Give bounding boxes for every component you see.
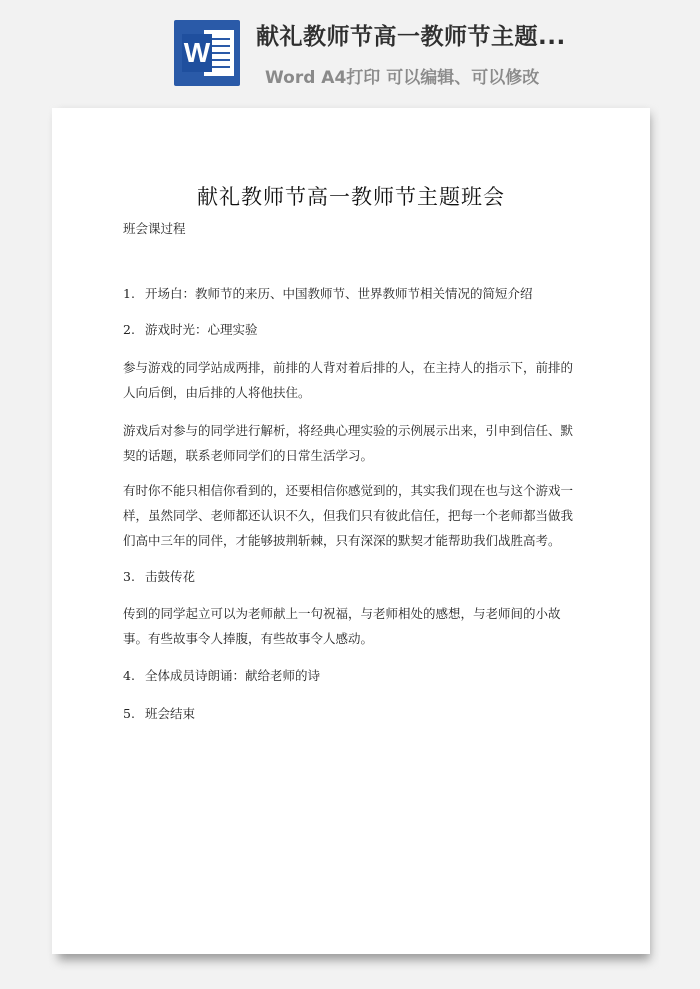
icon-line — [210, 52, 230, 54]
document-page — [52, 108, 650, 954]
list-item-number: 4. — [123, 668, 135, 683]
list-item-text: 击鼓传花 — [145, 569, 196, 584]
list-item-number: 2. — [123, 322, 135, 337]
icon-line — [210, 66, 230, 68]
paragraph: 游戏后对参与的同学进行解析，将经典心理实验的示例展示出来，引申到信任、默契的话题，联系老师同学们的日常生活学习。 — [123, 423, 574, 463]
list-item-number: 3. — [123, 569, 135, 584]
section-label: 班会课过程 — [123, 221, 186, 236]
word-document-icon — [174, 20, 240, 86]
list-item — [123, 564, 583, 589]
header-banner — [0, 0, 700, 100]
list-item-text: 班会结束 — [145, 706, 196, 721]
list-item — [123, 663, 583, 688]
list-item-number: 5. — [123, 706, 135, 721]
paragraph: 有时你不能只相信你看到的，还要相信你感觉到的，其实我们现在也与这个游戏一样，虽然同学、老师都还认识不久，但我们只有彼此信任，把每一个老师都当做我们高中三年的同伴，才能够披荆斩棘，只有深深的默契才能帮助我们战胜高考。 — [123, 483, 574, 548]
header-subtitle: Word A4打印 可以编辑、可以修改 — [265, 68, 540, 88]
list-item-text: 开场白：教师节的来历、中国教师节、世界教师节相关情况的简短介绍 — [145, 286, 533, 301]
icon-letter: W — [182, 34, 212, 72]
icon-line — [210, 38, 230, 40]
icon-line — [210, 45, 230, 47]
paragraph: 参与游戏的同学站成两排，前排的人背对着后排的人，在主持人的指示下，前排的人向后倒，由后排的人将他扶住。 — [123, 360, 574, 400]
list-item — [123, 281, 583, 306]
list-item — [123, 317, 583, 342]
document-title: 献礼教师节高一教师节主题班会 — [197, 185, 505, 209]
header-title: 献礼教师节高一教师节主题... — [256, 24, 566, 50]
icon-line — [210, 59, 230, 61]
list-item — [123, 701, 583, 726]
list-item-text: 全体成员诗朗诵：献给老师的诗 — [145, 668, 321, 683]
list-item-number: 1. — [123, 286, 135, 301]
list-item-text: 游戏时光：心理实验 — [145, 322, 258, 337]
paragraph: 传到的同学起立可以为老师献上一句祝福，与老师相处的感想，与老师间的小故事。有些故事令人捧腹，有些故事令人感动。 — [123, 606, 561, 646]
